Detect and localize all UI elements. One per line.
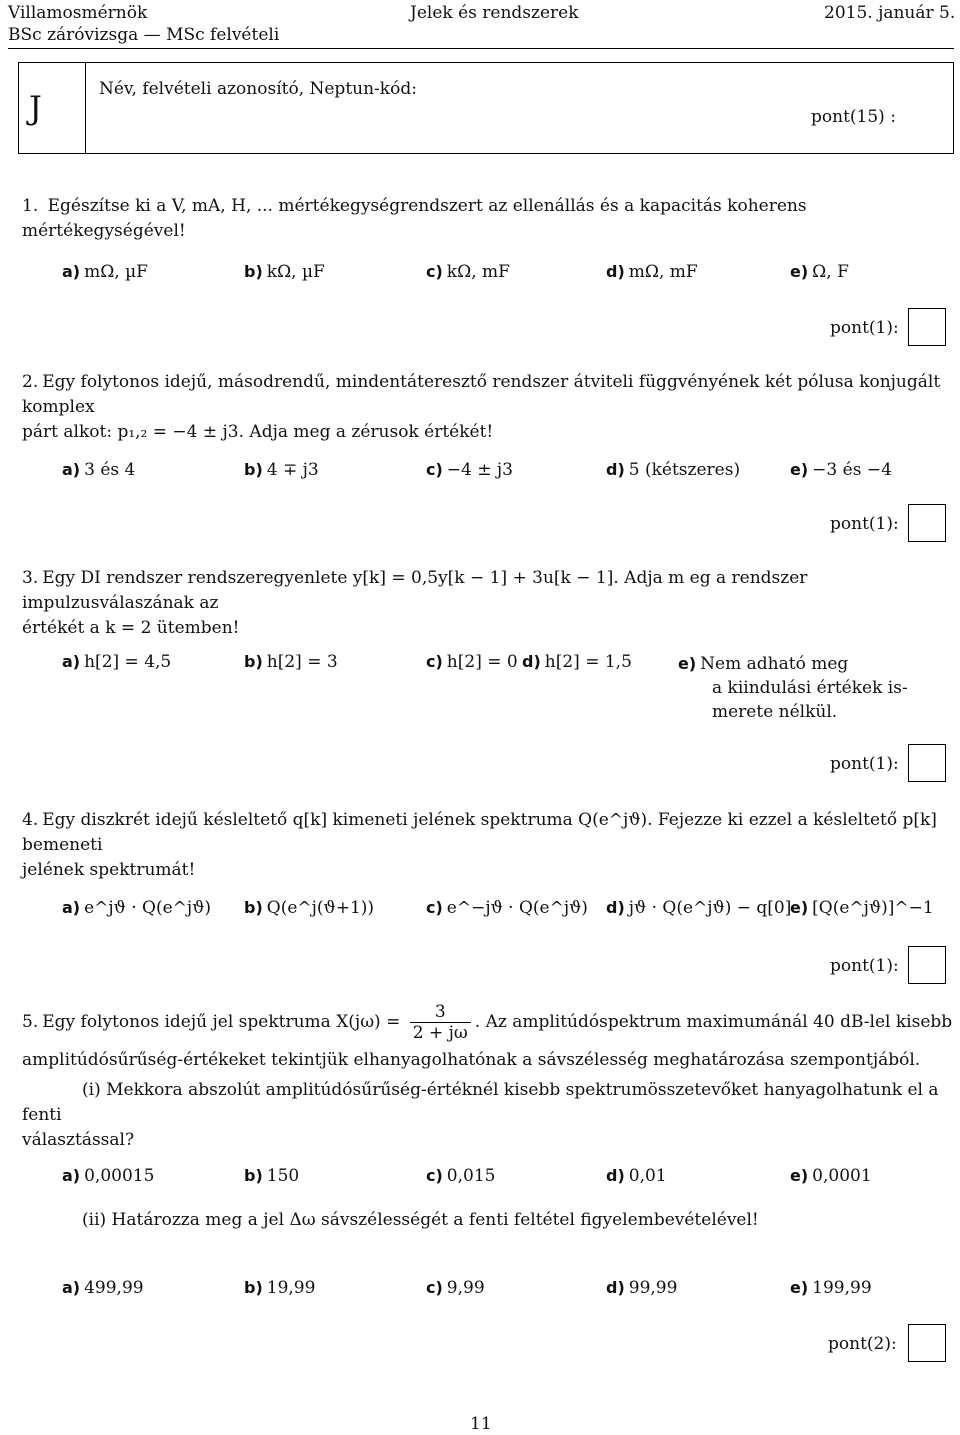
page-number: 11: [470, 1414, 492, 1434]
q1-option-d[interactable]: d) mΩ, mF: [606, 262, 698, 282]
question-text-pre: Egy folytonos idejű jel spektruma X(jω) =: [42, 1012, 401, 1032]
name-id-prompt: Név, felvételi azonosító, Neptun-kód:: [99, 79, 417, 99]
question-text-line1: Egy DI rendszer rendszeregyenlete y[k] = 0,5y[k − 1] + 3u[k − 1]. Adja m eg a rendszer impulzusválaszának az: [22, 568, 808, 613]
q3-option-d[interactable]: d) h[2] = 1,5: [522, 652, 632, 672]
q5i-option-b[interactable]: b) 150: [244, 1166, 300, 1186]
q5ii-option-c[interactable]: c) 9,99: [426, 1278, 485, 1298]
q5ii-option-d[interactable]: d) 99,99: [606, 1278, 678, 1298]
question-5: 5. Egy folytonos idejű jel spektruma X(jω) = $\frac{3}{2 + j\omega}$ . Az amplitúdóspektrum maximumánál 40 dB-lel kisebb: [22, 1002, 953, 1043]
question-text: Egészítse ki a V, mA, H, ... mértékegységrendszert az ellenállás és a kapacitás koherens mértékegységével!: [22, 196, 807, 241]
header-rule: [8, 48, 954, 49]
q4-option-c[interactable]: c) e^−jϑ · Q(e^jϑ): [426, 898, 588, 918]
q4-option-e[interactable]: e) [Q(e^jϑ)]^−1: [790, 898, 934, 918]
q5-points-label: pont(2):: [828, 1334, 897, 1354]
header-institution: Villamosmérnök: [8, 3, 148, 23]
question-5-sub2: (ii) Határozza meg a jel Δω sávszélességét a fenti feltétel figyelembevételével!: [82, 1210, 759, 1230]
student-id-box: [18, 62, 954, 154]
q2-option-c[interactable]: c) −4 ± j3: [426, 460, 513, 480]
sub1-line1: (i) Mekkora abszolút amplitúdósűrűség-értéknél kisebb spektrumösszetevőket hanyagolhatunk el a fenti: [22, 1080, 939, 1125]
q3-option-c[interactable]: c) h[2] = 0: [426, 652, 518, 672]
header-exam-type: BSc záróvizsga — MSc felvételi: [8, 25, 280, 45]
q1-option-e[interactable]: e) Ω, F: [790, 262, 849, 282]
question-4: 4. Egy diszkrét idejű késleltető q[k] kimeneti jelének spektruma Q(e^jϑ). Fejezze ki ezzel a késleltető p[k] bemeneti jelének spektrumát!: [22, 810, 937, 880]
q4-option-d[interactable]: d) jϑ · Q(e^jϑ) − q[0]: [606, 898, 792, 918]
exam-variant-letter: J: [29, 89, 42, 127]
q5ii-option-e[interactable]: e) 199,99: [790, 1278, 872, 1298]
question-text-line1: Egy folytonos idejű, másodrendű, mindentáteresztő rendszer átviteli függvényének két pólusa konjugált komplex: [22, 372, 941, 417]
question-1: [22, 194, 956, 244]
q4-points-box[interactable]: [908, 946, 946, 984]
q5i-option-c[interactable]: c) 0,015: [426, 1166, 496, 1186]
q2-option-a[interactable]: a) 3 és 4: [62, 460, 136, 480]
q5ii-option-a[interactable]: a) 499,99: [62, 1278, 144, 1298]
q4-points-label: pont(1):: [830, 956, 899, 976]
sub1-line2: választással?: [22, 1130, 135, 1150]
q2-option-b[interactable]: b) 4 ∓ j3: [244, 460, 319, 480]
q1-option-c[interactable]: c) kΩ, mF: [426, 262, 510, 282]
q3-option-b[interactable]: b) h[2] = 3: [244, 652, 338, 672]
q1-points-box[interactable]: [908, 308, 946, 346]
q2-points-box[interactable]: [908, 504, 946, 542]
q5i-option-a[interactable]: a) 0,00015: [62, 1166, 155, 1186]
fraction-denominator: 2 + jω: [412, 1023, 468, 1043]
question-text-line2: párt alkot: p₁,₂ = −4 ± j3. Adja meg a zérusok értékét!: [22, 422, 494, 442]
question-2: 2. Egy folytonos idejű, másodrendű, mindentáteresztő rendszer átviteli függvényének két pólusa konjugált komplex párt alkot: p₁,₂ = −4 ± j3. Adja meg a zérusok értékét!: [22, 372, 941, 442]
header-date: 2015. január 5.: [824, 3, 956, 23]
q5i-option-d[interactable]: d) 0,01: [606, 1166, 667, 1186]
question-5-sub1: [22, 1078, 956, 1153]
question-text-line1: Egy diszkrét idejű késleltető q[k] kimeneti jelének spektruma Q(e^jϑ). Fejezze ki ezzel a késleltető p[k] bemeneti: [22, 810, 937, 855]
q1-option-a[interactable]: a) mΩ, µF: [62, 262, 148, 282]
q4-option-a[interactable]: a) e^jϑ · Q(e^jϑ): [62, 898, 211, 918]
q1-option-b[interactable]: b) kΩ, µF: [244, 262, 325, 282]
q1-points-label: pont(1):: [830, 318, 899, 338]
q5i-option-e[interactable]: e) 0,0001: [790, 1166, 872, 1186]
q5ii-option-b[interactable]: b) 19,99: [244, 1278, 316, 1298]
question-5-line2: amplitúdósűrűség-értékeket tekintjük elhanyagolhatónak a sávszélesség meghatározása szempontjából.: [22, 1050, 921, 1070]
total-points-label: pont(15) :: [811, 107, 896, 127]
fraction-numerator: 3: [410, 1002, 471, 1023]
q2-option-e[interactable]: e) −3 és −4: [790, 460, 892, 480]
spectrum-fraction: [410, 1002, 471, 1043]
q5-points-box[interactable]: [908, 1324, 946, 1362]
q3-points-box[interactable]: [908, 744, 946, 782]
question-3: 3. Egy DI rendszer rendszeregyenlete y[k] = 0,5y[k − 1] + 3u[k − 1]. Adja m eg a rendszer impulzusválaszának az értékét a k = 2 ütemben!: [22, 568, 808, 638]
question-text-line2: értékét a k = 2 ütemben!: [22, 618, 240, 638]
q4-option-b[interactable]: b) Q(e^j(ϑ+1)): [244, 898, 375, 918]
id-box-divider: [85, 63, 86, 153]
q2-points-label: pont(1):: [830, 514, 899, 534]
question-text-post: . Az amplitúdóspektrum maximumánál 40 dB-lel kisebb: [474, 1012, 953, 1032]
q3-option-a[interactable]: a) h[2] = 4,5: [62, 652, 172, 672]
question-text-line2: jelének spektrumát!: [22, 860, 196, 880]
header-subject: Jelek és rendszerek: [410, 3, 579, 23]
q3-option-e[interactable]: e) Nem adható meg a kiindulási értékek is- merete nélkül.: [678, 654, 908, 722]
q2-option-d[interactable]: d) 5 (kétszeres): [606, 460, 741, 480]
q3-points-label: pont(1):: [830, 754, 899, 774]
question-number: 1.: [22, 196, 39, 216]
